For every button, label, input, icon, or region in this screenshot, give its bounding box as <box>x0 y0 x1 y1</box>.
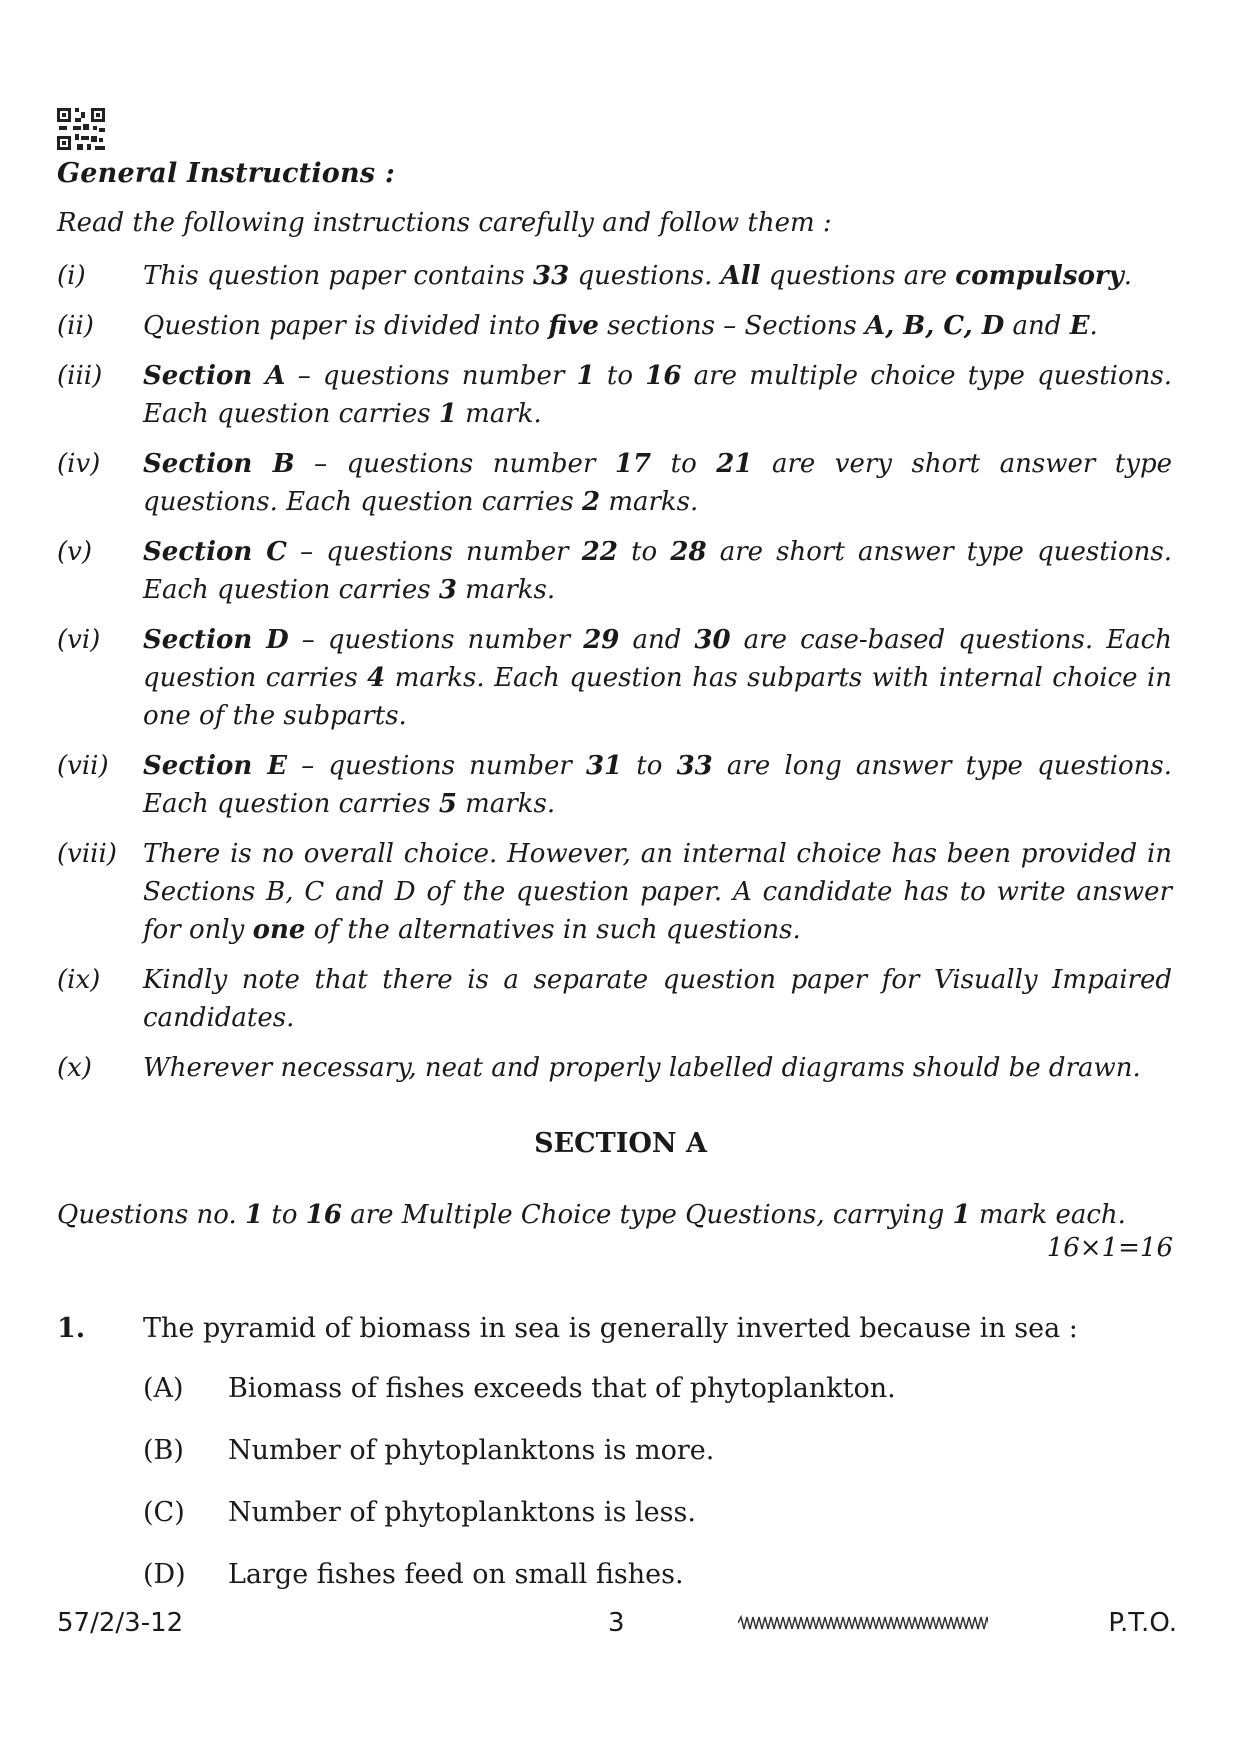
section-a-marks: 16×1=16 <box>1046 1233 1173 1263</box>
instruction-number: (vii) <box>57 751 109 781</box>
instruction-number: (i) <box>57 261 86 291</box>
qr-code-icon <box>57 108 105 150</box>
instruction-text: Section D – questions number 29 and 30 are case-based questions. Each question carries 4 marks. Each question has subparts with internal choice in one of the subparts. <box>143 625 1173 731</box>
question-number: 1. <box>57 1313 86 1344</box>
instruction-text: Section A – questions number 1 to 16 are multiple choice type questions. Each question carries 1 mark. <box>143 361 1172 429</box>
instruction-item <box>57 357 1172 433</box>
instruction-item <box>57 533 1172 609</box>
instruction-text: Kindly note that there is a separate question paper for Visually Impaired candidates. <box>143 965 1172 1033</box>
instruction-number: (iv) <box>57 449 101 479</box>
paper-code: 57/2/3-12 <box>57 1608 184 1638</box>
instruction-list <box>57 257 1172 1099</box>
instruction-text: There is no overall choice. However, an internal choice has been provided in Sections B, C and D of the question paper. A candidate has to write answer for only one of the alternatives in such questions. <box>143 839 1172 945</box>
section-a-note: Questions no. 1 to 16 are Multiple Choice type Questions, carrying 1 mark each. <box>57 1200 1126 1230</box>
general-instructions-intro: Read the following instructions carefully and follow them : <box>57 208 832 238</box>
general-instructions-title: General Instructions : <box>57 158 395 189</box>
option-label: (B) <box>143 1435 184 1466</box>
section-a-heading: SECTION A <box>534 1128 707 1159</box>
instruction-number: (ii) <box>57 311 94 341</box>
instruction-item <box>57 747 1172 823</box>
instruction-item <box>57 445 1172 521</box>
option-text: Number of phytoplanktons is less. <box>228 1497 696 1528</box>
instruction-number: (ix) <box>57 965 101 995</box>
instruction-item <box>57 1049 1172 1087</box>
option-label: (C) <box>143 1497 185 1528</box>
option-text: Large fishes feed on small fishes. <box>228 1559 684 1590</box>
instruction-item <box>57 621 1172 735</box>
instruction-number: (v) <box>57 537 92 567</box>
page-number: 3 <box>608 1608 625 1638</box>
instruction-text: Wherever necessary, neat and properly labelled diagrams should be drawn. <box>143 1053 1141 1083</box>
instruction-item <box>57 835 1172 949</box>
page-footer <box>0 1608 1241 1648</box>
instruction-text: This question paper contains 33 questions. All questions are compulsory. <box>143 261 1132 291</box>
question-text: The pyramid of biomass in sea is generally inverted because in sea : <box>143 1313 1078 1344</box>
option-text: Biomass of fishes exceeds that of phytoplankton. <box>228 1373 896 1404</box>
instruction-text: Question paper is divided into five sections – Sections A, B, C, D and E. <box>143 311 1098 341</box>
instruction-item <box>57 307 1172 345</box>
instruction-number: (vi) <box>57 625 101 655</box>
wavy-line-icon <box>738 1614 988 1632</box>
instruction-text: Section B – questions number 17 to 21 are very short answer type questions. Each question carries 2 marks. <box>143 449 1173 517</box>
option-label: (A) <box>143 1373 184 1404</box>
instruction-item <box>57 257 1172 295</box>
option-label: (D) <box>143 1559 186 1590</box>
instruction-number: (x) <box>57 1053 92 1083</box>
instruction-text: Section C – questions number 22 to 28 are short answer type questions. Each question carries 3 marks. <box>143 537 1172 605</box>
option-text: Number of phytoplanktons is more. <box>228 1435 715 1466</box>
instruction-text: Section E – questions number 31 to 33 are long answer type questions. Each question carries 5 marks. <box>143 751 1172 819</box>
instruction-item <box>57 961 1172 1037</box>
instruction-number: (iii) <box>57 361 103 391</box>
instruction-number: (viii) <box>57 839 117 869</box>
pto-label: P.T.O. <box>1108 1608 1177 1638</box>
